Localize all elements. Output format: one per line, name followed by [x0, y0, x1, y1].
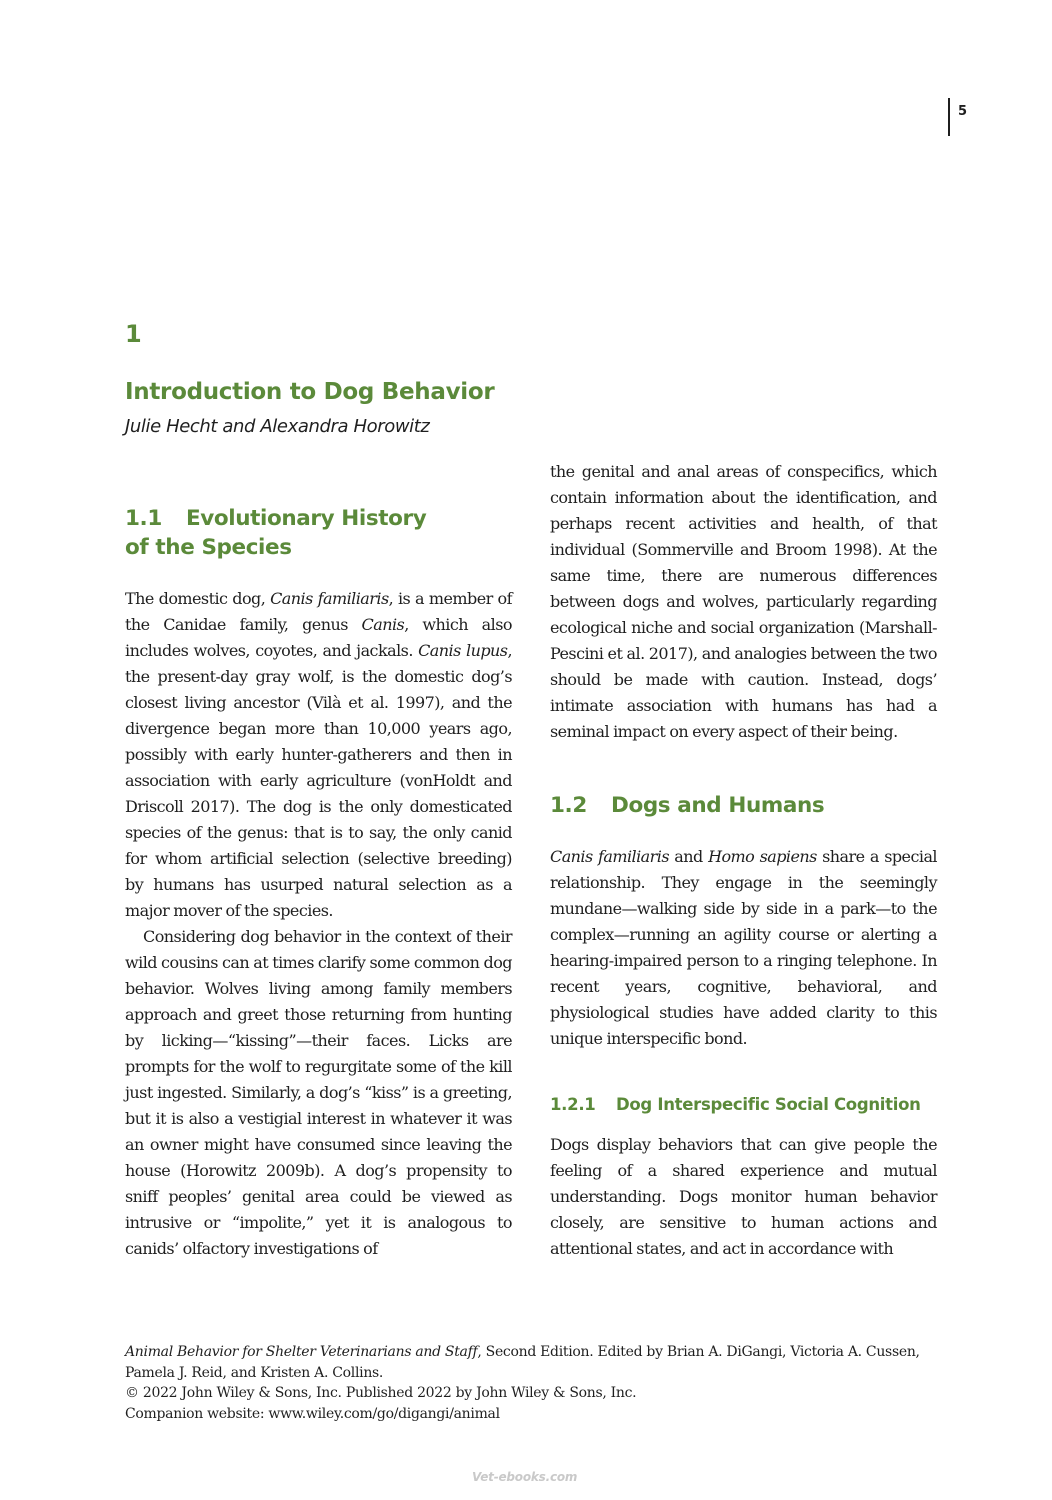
paragraph-social-cognition: Dogs display behaviors that can give people the feeling of a shared experience and mutual understanding. Dogs monitor human behavior closely, are sensitive to human actions and attentional states, and act in accordance with	[550, 1135, 937, 1258]
footnote-line1: Animal Behavior for Shelter Veterinarians and Staff, Second Edition. Edited by Brian A. DiGangi, Victoria A. Cussen,	[125, 1344, 920, 1360]
paragraph-domestic-dog: The domestic dog, Canis familiaris, is a member of the Canidae family, genus Canis, which also includes wolves, coyotes, and jackals. Canis lupus, the present-day gray wolf, is the domestic dog’s closest living ancestor (Vilà et al. 1997), and the divergence began more than 10,000 years ago, possibly with early hunter-gatherers and then in association with early agriculture (vonHoldt and Driscoll 2017). The dog is the only domesticated species of the genus: that is to say, the only canid for whom artificial selection (selective breeding) by humans has usurped natural selection as a major mover of the species.	[125, 589, 512, 920]
subsection-heading-1-2-1	[550, 1092, 937, 1118]
subsection-title: Dog Interspecific Social Cognition	[616, 1095, 921, 1114]
page-number: 5	[948, 98, 967, 136]
section-number: 1.2	[550, 793, 587, 818]
paragraph-continued: the genital and anal areas of conspecifics, which contain information about the identification, and perhaps recent activities and health, of that individual (Sommerville and Broom 1998). At the same time, there are numerous differences between dogs and wolves, particularly regarding ecological niche and social organization (Marshall-Pescini et al. 2017), and analogies between the two should be made with caution. Instead, dogs’ intimate association with humans has had a seminal impact on every aspect of their being.	[550, 462, 937, 741]
section-heading-1-2	[550, 791, 937, 820]
chapter-number: 1	[125, 320, 142, 348]
companion-website: Companion website: www.wiley.com/go/digangi/animal	[125, 1405, 500, 1422]
section-number: 1.1	[125, 506, 162, 531]
publication-footnote	[125, 1342, 945, 1424]
book-title: Animal Behavior for Shelter Veterinarians and Staff	[125, 1344, 478, 1360]
subsection-number: 1.2.1	[550, 1095, 596, 1114]
right-column	[550, 459, 937, 1262]
chapter-authors: Julie Hecht and Alexandra Horowitz	[125, 416, 430, 437]
left-column	[125, 504, 512, 1262]
chapter-title: Introduction to Dog Behavior	[125, 379, 495, 405]
copyright-line: © 2022 John Wiley & Sons, Inc. Published 2022 by John Wiley & Sons, Inc.	[125, 1385, 637, 1401]
watermark-logo: Vet-ebooks.com	[472, 1470, 578, 1484]
section-title-line1: Evolutionary History	[186, 506, 427, 531]
section-heading-1-1	[125, 504, 512, 562]
paragraph-wild-cousins: Considering dog behavior in the context of their wild cousins can at times clarify some common dog behavior. Wolves living among family members approach and greet those returning from hunting by licking—“kissing”—their faces. Licks are prompts for the wolf to regurgitate some of the kill just ingested. Similarly, a dog’s “kiss” is a greeting, but it is also a vestigial interest in whatever it was an owner might have consumed since leaving the house (Horowitz 2009b). A dog’s propensity to sniff peoples’ genital area could be viewed as intrusive or “impolite,” yet it is analogous to canids’ olfactory investigations of	[125, 927, 512, 1258]
footnote-line2: Pamela J. Reid, and Kristen A. Collins.	[125, 1364, 384, 1381]
paragraph-dogs-and-humans: Canis familiaris and Homo sapiens share a special relationship. They engage in the seemingly mundane—walking side by side in a park—to the complex—running an agility course or alerting a hearing-impaired person to a ringing telephone. In recent years, cognitive, behavioral, and physiological studies have added clarity to this unique interspecific bond.	[550, 847, 937, 1048]
section-title: Dogs and Humans	[611, 793, 825, 818]
section-title-line2: of the Species	[125, 535, 292, 560]
